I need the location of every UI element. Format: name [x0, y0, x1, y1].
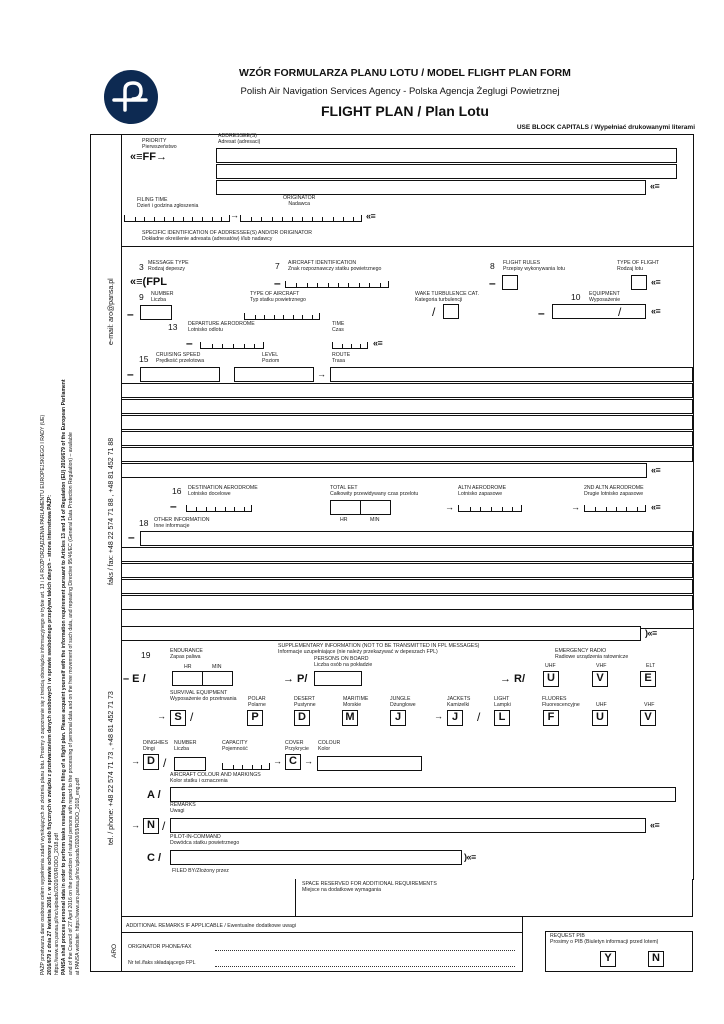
route-row-4[interactable]	[121, 415, 693, 430]
pic-prefix: C /	[147, 852, 162, 864]
segment-tick	[328, 283, 329, 287]
segment-tick	[242, 765, 243, 769]
survival-slash: /	[190, 710, 194, 724]
filing-arrow: →	[230, 210, 239, 220]
segment-tick	[283, 315, 284, 319]
segment-tick	[380, 283, 381, 287]
priority-value: «≡FF→	[130, 151, 167, 163]
type-of-flight-label: TYPE OF FLIGHT Rodzaj lotu	[617, 260, 660, 272]
filing-time-label: FILING TIME Dzień i godzina zgłoszenia	[137, 197, 199, 209]
jungle-label: JUNGLE Dżunglowe	[390, 696, 416, 708]
request-pib-no-box[interactable]: N	[648, 951, 664, 967]
end-marker-originator: «≡	[366, 211, 376, 221]
departure-input[interactable]	[200, 342, 264, 349]
priority-label: PRIORITY Pierwszeństwo	[142, 138, 177, 150]
wake-slash: /	[432, 305, 436, 319]
route-row-7[interactable]	[121, 463, 647, 478]
type-of-aircraft-label: TYPE OF AIRCRAFT Typ statku powietrznego	[250, 291, 306, 303]
altn2-input[interactable]	[584, 505, 646, 512]
segment-tick	[154, 217, 155, 221]
end-marker-item18: )«≡	[645, 628, 657, 638]
additional-remarks-right	[522, 917, 523, 972]
polar-label: POLAR Polarne	[248, 696, 266, 708]
form-title-main: WZÓR FORMULARZA PLANU LOTU / MODEL FLIGHT PLAN FORM	[239, 67, 571, 79]
segment-tick	[312, 315, 313, 319]
time-input[interactable]	[332, 342, 368, 349]
segment-tick	[322, 217, 323, 221]
radio-vhf-label: VHF	[596, 663, 607, 669]
filed-by-input[interactable]	[121, 879, 296, 917]
cover-box[interactable]: C	[285, 754, 301, 770]
cover-arrow: →	[273, 756, 282, 766]
segment-tick	[196, 507, 197, 511]
altn-arrow: →	[445, 502, 454, 512]
segment-tick	[343, 217, 344, 221]
radio-vhf-box[interactable]: V	[592, 671, 608, 687]
other-info-row-6[interactable]	[121, 626, 641, 641]
maritime-box[interactable]: M	[342, 710, 358, 726]
flight-rules-label: FLIGHT RULES Przepisy wykonywania lotu	[503, 260, 565, 272]
survival-s-box[interactable]: S	[170, 710, 186, 726]
endurance-min-input[interactable]	[202, 671, 233, 686]
vhf2-box[interactable]: V	[640, 710, 656, 726]
dinghies-label: DINGHIES Dingi	[143, 740, 169, 752]
radio-elt-box[interactable]: E	[640, 671, 656, 687]
remarks-label: REMARKS Uwagi	[170, 802, 196, 814]
segment-tick	[348, 283, 349, 287]
agency-name: Polish Air Navigation Services Agency - Polska Agencja Żeglugi Powietrznej	[240, 86, 560, 97]
dash-aircraft-id: –	[274, 276, 281, 290]
segment-tick	[491, 507, 492, 511]
light-box[interactable]: L	[494, 710, 510, 726]
dash-destination: –	[170, 499, 177, 513]
segment-tick	[369, 283, 370, 287]
pic-input[interactable]	[170, 850, 462, 865]
gdpr-text-3: https://www.aro.pansa.pl/inc/uploads/2020/03/RODO_2018.pdf	[54, 833, 60, 975]
eet-hr-input[interactable]	[330, 500, 361, 515]
persons-label: PERSONS ON BOARD Liczba osób na pokładzie	[314, 656, 373, 668]
block-capitals-note: USE BLOCK CAPITALS / Wypełniać drukowanymi literami	[516, 124, 695, 131]
segment-tick	[233, 344, 234, 348]
item-15-number: 15	[139, 354, 149, 364]
additional-remarks-label: ADDITIONAL REMARKS IF APPLICABLE / Ewentualne dodatkowe uwagi	[126, 923, 296, 929]
gdpr-text-2: 2016/679 z dnia 27 kwietnia 2016 r. w sprawie ochrony osób fizycznych w związku z przetwarzaniem danych osobowych i w sprawie swobodnego przepływu takich danych – strona internetowa PAŻP:	[47, 495, 53, 975]
jackets-box[interactable]: J	[447, 710, 463, 726]
segment-tick	[351, 344, 352, 348]
altn2-arrow: →	[571, 502, 580, 512]
jungle-box[interactable]: J	[390, 710, 406, 726]
altn-input[interactable]	[458, 505, 522, 512]
gdpr-text-4: PANSA shall process personal data in order to perform tasks resulting from the filing of a flight plan. Please acquaint yourself with the information requirement pursuant to Articles 13 and 14 of Regulation (EU) 2016/679 of the European Parliament	[61, 379, 67, 975]
contact-fax: faks / fax: +48 22 574 71 88 , +48 81 452 71 88	[108, 437, 115, 585]
end-marker-item8: «≡	[651, 277, 661, 287]
supp-header-label: SUPPLEMENTARY INFORMATION (NOT TO BE TRANSMITTED IN FPL MESSAGES) Informacje uzupełniające (nie należy przekazywać w depeszach FPL)	[278, 643, 480, 655]
segment-tick	[225, 507, 226, 511]
message-type-value: «≡(FPL	[130, 276, 167, 288]
other-info-row-2[interactable]	[121, 547, 693, 562]
flight-rules-input[interactable]	[502, 275, 518, 290]
request-pib-yes-box[interactable]: Y	[600, 951, 616, 967]
persons-input[interactable]	[314, 671, 362, 686]
fluores-label: FLUORES Fluorescencyjne	[542, 696, 580, 708]
radio-prefix: → R/	[500, 673, 526, 685]
contact-phone: tel. / phone: +48 22 574 71 73 , +48 81 452 71 73	[108, 691, 115, 845]
segment-tick	[296, 283, 297, 287]
number-label: NUMBER Liczba	[151, 291, 174, 303]
segment-tick	[359, 283, 360, 287]
endurance-prefix: – E /	[123, 673, 146, 685]
wake-label: WAKE TURBULENCE CAT. Kategoria turbulencji	[415, 291, 479, 303]
frame-left	[90, 134, 91, 972]
equipment-label: EQUIPMENT Wyposażenie	[589, 291, 621, 303]
route-row-6[interactable]	[121, 447, 693, 462]
segment-tick	[222, 344, 223, 348]
segment-tick	[274, 315, 275, 319]
segment-tick	[353, 217, 354, 221]
departure-label: DEPARTURE AERODROME Lotnisko odlotu	[188, 321, 255, 333]
other-info-row-1[interactable]	[140, 531, 693, 546]
endurance-label: ENDURANCE Zapas paliwa	[170, 648, 203, 660]
item-16-number: 16	[172, 486, 182, 496]
survival-label: SURVIVAL EQUIPMENT Wyposażenie do przetrwania	[170, 690, 237, 702]
dash-number: –	[127, 307, 134, 321]
uhf2-box[interactable]: U	[592, 710, 608, 726]
message-type-label: MESSAGE TYPE Rodzaj depeszy	[148, 260, 189, 272]
segment-tick	[192, 217, 193, 221]
originator-phone-label: ORIGINATOR PHONE/FAX	[128, 944, 192, 950]
aro-label: ARO	[111, 943, 118, 958]
remarks-input[interactable]	[170, 818, 646, 833]
filed-by-label: FILED BY/Złożony przez	[172, 868, 229, 874]
segment-tick	[470, 507, 471, 511]
segment-tick	[221, 217, 222, 221]
item-7-number: 7	[275, 261, 280, 271]
segment-tick	[255, 315, 256, 319]
uhf2-label: UHF	[596, 702, 607, 708]
segment-tick	[360, 344, 361, 348]
item-18-number: 18	[139, 518, 149, 528]
colour-input[interactable]	[317, 756, 422, 771]
segment-tick	[144, 217, 145, 221]
endurance-min-label: MIN	[212, 664, 222, 670]
originator-phone-pl-dots[interactable]	[215, 966, 515, 967]
segment-tick	[206, 507, 207, 511]
eet-min-input[interactable]	[360, 500, 391, 515]
type-of-aircraft-input[interactable]	[244, 313, 320, 320]
request-pib-label: REQUEST PIB Prosimy o PIB (Biuletyn informacji przed lotem)	[550, 933, 659, 945]
segment-tick	[233, 765, 234, 769]
cover-label: COVER Przykrycie	[285, 740, 309, 752]
eet-min-label: MIN	[370, 517, 380, 523]
pic-label: PILOT-IN-COMMAND Dowódca statku powietrznego	[170, 834, 240, 846]
segment-tick	[502, 507, 503, 511]
segment-tick	[264, 315, 265, 319]
segment-tick	[164, 217, 165, 221]
altn-label: ALTN AERODROME Lotnisko zapasowe	[458, 485, 507, 497]
cruising-input[interactable]	[140, 367, 220, 382]
dash-cruising: –	[127, 367, 134, 381]
segment-tick	[302, 217, 303, 221]
dash-flight-rules: –	[489, 276, 496, 290]
section-divider-1	[121, 246, 694, 247]
addressee-row-2[interactable]	[216, 164, 677, 179]
additional-remarks-divider	[121, 932, 522, 933]
end-marker-item10: «≡	[651, 306, 661, 316]
colour-label: COLOUR Kolor	[318, 740, 341, 752]
level-label: LEVEL Poziom	[262, 352, 280, 364]
form-title: FLIGHT PLAN / Plan Lotu	[321, 103, 489, 119]
colour-arrow: →	[304, 756, 313, 766]
aircraft-colour-label: AIRCRAFT COLOUR AND MARKINGS Kolor statku i oznaczenia	[170, 772, 261, 784]
originator-phone-dots[interactable]	[215, 950, 515, 951]
level-input[interactable]	[234, 367, 314, 382]
end-marker-route: «≡	[651, 465, 661, 475]
segment-tick	[317, 283, 318, 287]
segment-tick	[626, 507, 627, 511]
end-marker-remarks: «≡	[650, 820, 660, 830]
specific-id-label: SPECIFIC IDENTIFICATION OF ADDRESSEE(S) AND/OR ORIGINATOR Dokładne określenie adresata (adresatów) i/lub nadawcy	[142, 230, 313, 242]
item-8-number: 8	[490, 261, 495, 271]
segment-tick	[307, 283, 308, 287]
segment-tick	[293, 315, 294, 319]
equipment-input[interactable]	[552, 304, 646, 319]
item-10-number: 10	[571, 292, 581, 302]
dinghies-box[interactable]: D	[143, 754, 159, 770]
other-info-label: OTHER INFORMATION Inne informacje	[154, 517, 210, 529]
remarks-slash: /	[162, 819, 166, 833]
segment-tick	[183, 217, 184, 221]
aircraft-colour-row-1[interactable]	[170, 787, 676, 802]
space-reserved-label: SPACE RESERVED FOR ADDITIONAL REQUIREMENTS Miejsce na dodatkowe wymagania	[302, 881, 437, 893]
segment-tick	[338, 283, 339, 287]
segment-tick	[212, 217, 213, 221]
end-marker-addressees: «≡	[650, 181, 660, 191]
segment-tick	[512, 507, 513, 511]
segment-tick	[480, 507, 481, 511]
segment-tick	[251, 217, 252, 221]
destination-input[interactable]	[186, 505, 252, 512]
remarks-n-box[interactable]: N	[143, 818, 159, 834]
segment-tick	[173, 217, 174, 221]
remarks-arrow: →	[131, 820, 140, 830]
segment-tick	[261, 217, 262, 221]
segment-tick	[292, 217, 293, 221]
jackets-slash: /	[477, 710, 481, 724]
fluores-box[interactable]: F	[543, 710, 559, 726]
dash-other-info: –	[128, 530, 135, 544]
other-info-row-4[interactable]	[121, 579, 693, 594]
capacity-label: CAPACITY Pojemność	[222, 740, 248, 752]
survival-arrow: →	[157, 711, 166, 721]
dinghies-slash: /	[163, 756, 167, 770]
gdpr-text-1: PAŻP przetwarza dane osobowe celem wypełnienia zadań wynikających ze złożenia planu lotu. Prosimy o zapoznanie się z treścią obowiązku informacyjnego w trybie art. 13 i 14 ROZPORZĄDZENIA PARLAMENTU EUROPEJSKIEGO I RADY (UE)	[40, 414, 46, 975]
eet-hr-label: HR	[340, 517, 348, 523]
pansa-logo	[104, 70, 158, 124]
item-13-number: 13	[168, 322, 178, 332]
total-eet-label: TOTAL EET Całkowity przewidywany czas przelotu	[330, 485, 419, 497]
frame-bottom	[90, 971, 522, 972]
end-marker-item13: «≡	[373, 338, 383, 348]
originator-phone-pl-label: Nr tel./faks składającego FPL	[128, 960, 196, 966]
destination-label: DESTINATION AERODROME Lotnisko docelowe	[188, 485, 258, 497]
addressee-row-3[interactable]	[216, 180, 646, 195]
route-label: ROUTE Trasa	[332, 352, 351, 364]
altn2-label: 2ND ALTN AERODROME Drugie lotnisko zapasowe	[584, 485, 644, 497]
end-marker-pic: )«≡	[464, 852, 476, 862]
item-19-number: 19	[141, 650, 151, 660]
segment-tick	[302, 315, 303, 319]
contact-email: e-mail: aro@pansa.pl	[108, 278, 115, 345]
segment-tick	[261, 765, 262, 769]
light-label: LIGHT Lampki	[494, 696, 511, 708]
route-row-3[interactable]	[121, 399, 693, 414]
dash-equipment: –	[538, 306, 545, 320]
originator-input[interactable]	[240, 215, 362, 222]
segment-tick	[244, 507, 245, 511]
jackets-label: JACKETS Kamizelki	[447, 696, 471, 708]
route-arrow: →	[317, 369, 326, 379]
type-of-flight-input[interactable]	[631, 275, 647, 290]
item-9-number: 9	[139, 292, 144, 302]
jackets-arrow: →	[434, 711, 443, 721]
dnumber-input[interactable]	[174, 757, 206, 771]
segment-tick	[135, 217, 136, 221]
maritime-label: MARITIME Morskie	[343, 696, 369, 708]
wake-input[interactable]	[443, 304, 459, 319]
other-info-row-5[interactable]	[121, 595, 693, 610]
addressees-label: ADDRESSEE(S) Adresat (adresaci)	[218, 133, 261, 145]
other-info-row-3[interactable]	[121, 563, 693, 578]
item-3-number: 3	[139, 262, 144, 272]
segment-tick	[282, 217, 283, 221]
radio-uhf-box[interactable]: U	[543, 671, 559, 687]
cruising-label: CRUISING SPEED Prędkość przelotowa	[156, 352, 205, 364]
route-row-1[interactable]	[330, 367, 693, 382]
originator-label: ORIGINATOR Nadawca	[283, 195, 316, 207]
number-input[interactable]	[140, 305, 172, 320]
radio-elt-label: ELT	[646, 663, 656, 669]
time-label: TIME Czas	[332, 321, 345, 333]
dash-departure: –	[186, 336, 193, 350]
route-row-2[interactable]	[121, 383, 693, 398]
segment-tick	[606, 507, 607, 511]
segment-tick	[244, 344, 245, 348]
equipment-slash: /	[618, 305, 622, 319]
aircraft-id-input[interactable]	[285, 281, 389, 288]
endurance-hr-label: HR	[184, 664, 192, 670]
radio-uhf-label: UHF	[545, 663, 556, 669]
segment-tick	[637, 507, 638, 511]
segment-tick	[212, 344, 213, 348]
segment-tick	[234, 507, 235, 511]
segment-tick	[272, 217, 273, 221]
persons-prefix: → P/	[283, 673, 308, 685]
gdpr-text-5: and of the Council of 27 April 2016 on the protection of natural persons with regard to the processing of personal data and on the free movement of such data, and repealing Directive 95/46/EC (General Data Protection Regulation) – available	[68, 432, 74, 975]
segment-tick	[616, 507, 617, 511]
capacity-input[interactable]	[222, 763, 270, 770]
segment-tick	[333, 217, 334, 221]
desert-label: DESERT Pustynne	[294, 696, 316, 708]
segment-tick	[202, 217, 203, 221]
segment-tick	[312, 217, 313, 221]
frame-top	[90, 134, 694, 135]
segment-tick	[252, 765, 253, 769]
vhf2-label: VHF	[644, 702, 655, 708]
route-row-5[interactable]	[121, 431, 693, 446]
aircraft-id-label: AIRCRAFT IDENTIFICATION Znak rozpoznawczy statku powietrznego	[288, 260, 382, 272]
dinghies-arrow: →	[131, 756, 140, 766]
segment-tick	[342, 344, 343, 348]
aircraft-colour-prefix: A /	[147, 789, 161, 801]
end-marker-item16: «≡	[651, 502, 661, 512]
endurance-hr-input[interactable]	[172, 671, 203, 686]
gdpr-text-6: at PANSA website: https://www.aro.pansa.pl/inc/uploads/2020/03/RODO_2018_eng.pdf	[75, 778, 81, 975]
addressee-row-1[interactable]	[216, 148, 677, 163]
polar-box[interactable]: P	[247, 710, 263, 726]
dnumber-label: NUMBER Liczba	[174, 740, 197, 752]
desert-box[interactable]: D	[294, 710, 310, 726]
segment-tick	[595, 507, 596, 511]
filing-time-input[interactable]	[124, 215, 230, 222]
radio-label: EMERGENCY RADIO Radiowe urządzenia ratownicze	[555, 648, 629, 660]
segment-tick	[254, 344, 255, 348]
segment-tick	[215, 507, 216, 511]
